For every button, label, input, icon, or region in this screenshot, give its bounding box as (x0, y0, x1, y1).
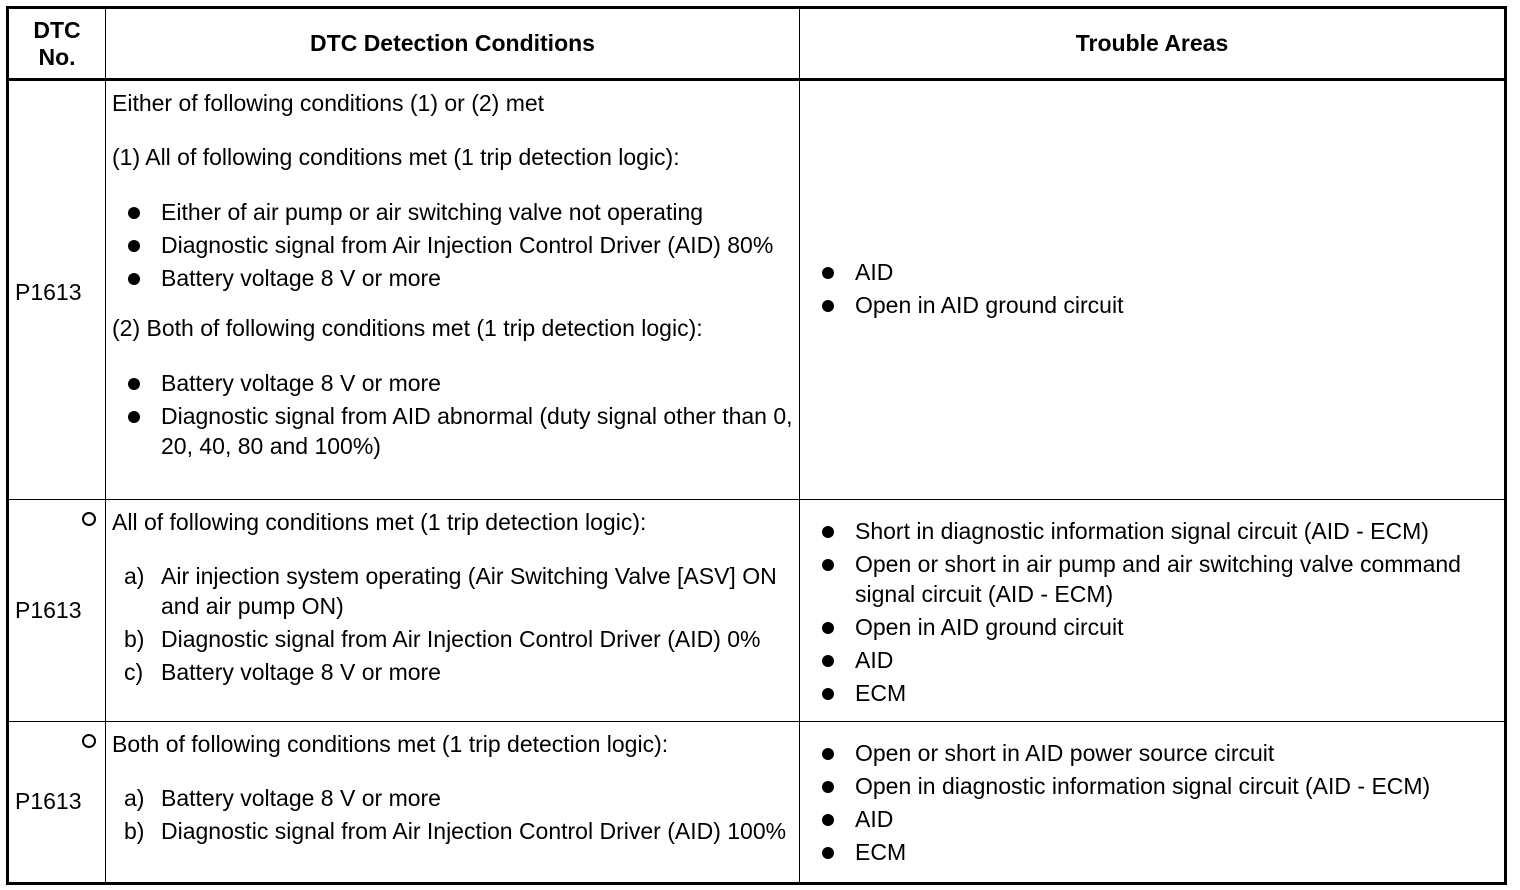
condition-list (106, 368, 799, 461)
condition-list (106, 561, 799, 687)
bullet-icon (128, 240, 140, 252)
list-item: Diagnostic signal from Air Injection Control Driver (AID) 80% (106, 230, 799, 260)
bullet-icon (128, 411, 140, 423)
list-item: b) Diagnostic signal from Air Injection Control Driver (AID) 100% (124, 818, 787, 844)
bullet-icon (822, 526, 834, 538)
list-item: a) Air injection system operating (Air Switching Valve [ASV] ON and air pump ON) (124, 563, 777, 619)
dtc-no-cell (8, 500, 106, 722)
trouble-areas-cell (800, 722, 1506, 884)
circle-mark-icon (82, 512, 96, 526)
bullet-icon (822, 267, 834, 279)
bullet-icon (822, 748, 834, 760)
list-item: b) Diagnostic signal from Air Injection Control Driver (AID) 0% (124, 626, 761, 652)
bullet-icon (822, 847, 834, 859)
trouble-areas-cell (800, 500, 1506, 722)
list-item: AID (800, 804, 1504, 834)
table-row (8, 80, 1506, 500)
list-item: Open in AID ground circuit (800, 612, 1504, 642)
bullet-icon (822, 688, 834, 700)
conditions-cell (106, 500, 800, 722)
condition-intro: All of following conditions met (1 trip detection logic): (112, 509, 647, 535)
list-item: a) Battery voltage 8 V or more (124, 785, 441, 811)
list-item: Battery voltage 8 V or more (106, 263, 799, 293)
condition-list (106, 783, 799, 846)
list-item: Battery voltage 8 V or more (106, 368, 799, 398)
bullet-icon (128, 207, 140, 219)
list-item: AID (800, 257, 1504, 287)
list-item: Diagnostic signal from AID abnormal (duty signal other than 0, 20, 40, 80 and 100%) (106, 401, 799, 461)
condition-intro: Both of following conditions met (1 trip detection logic): (112, 731, 669, 757)
conditions-cell (106, 722, 800, 884)
list-item: AID (800, 645, 1504, 675)
trouble-areas-cell (800, 80, 1506, 500)
list-item: Short in diagnostic information signal circuit (AID - ECM) (800, 516, 1504, 546)
trouble-area-list (800, 257, 1504, 320)
condition-list (106, 197, 799, 293)
dtc-table (6, 6, 1507, 885)
header-trouble-areas: Trouble Areas (800, 8, 1506, 80)
bullet-icon (128, 273, 140, 285)
bullet-icon (822, 300, 834, 312)
trouble-area-list (800, 738, 1504, 867)
condition-group-title: (2) Both of following conditions met (1 trip detection logic): (112, 315, 703, 341)
bullet-icon (822, 814, 834, 826)
bullet-icon (822, 622, 834, 634)
circle-mark-icon (82, 734, 96, 748)
header-row (8, 8, 1506, 80)
bullet-icon (822, 781, 834, 793)
bullet-icon (128, 378, 140, 390)
header-dtc-no (8, 8, 106, 80)
list-item: ECM (800, 837, 1504, 867)
dtc-code: P1613 (15, 279, 82, 305)
list-item: ECM (800, 678, 1504, 708)
list-item: Open in diagnostic information signal circuit (AID - ECM) (800, 771, 1504, 801)
header-dtc-no-line1: DTC (33, 16, 81, 43)
list-item: Open in AID ground circuit (800, 290, 1504, 320)
list-item: Either of air pump or air switching valve not operating (106, 197, 799, 227)
table-row (8, 500, 1506, 722)
dtc-code: P1613 (15, 788, 82, 814)
header-conditions: DTC Detection Conditions (106, 8, 800, 80)
dtc-no-cell (8, 80, 106, 500)
list-item: Open or short in air pump and air switching valve command signal circuit (AID - ECM) (800, 549, 1504, 609)
dtc-no-cell (8, 722, 106, 884)
bullet-icon (822, 655, 834, 667)
trouble-area-list (800, 516, 1504, 708)
list-item: Open or short in AID power source circuit (800, 738, 1504, 768)
dtc-code: P1613 (15, 597, 82, 623)
table-row (8, 722, 1506, 884)
condition-intro: Either of following conditions (1) or (2) met (112, 90, 545, 116)
bullet-icon (822, 559, 834, 571)
header-dtc-no-line2: No. (38, 43, 76, 70)
condition-group-title: (1) All of following conditions met (1 trip detection logic): (112, 144, 680, 170)
conditions-cell (106, 80, 800, 500)
list-item: c) Battery voltage 8 V or more (124, 659, 441, 685)
